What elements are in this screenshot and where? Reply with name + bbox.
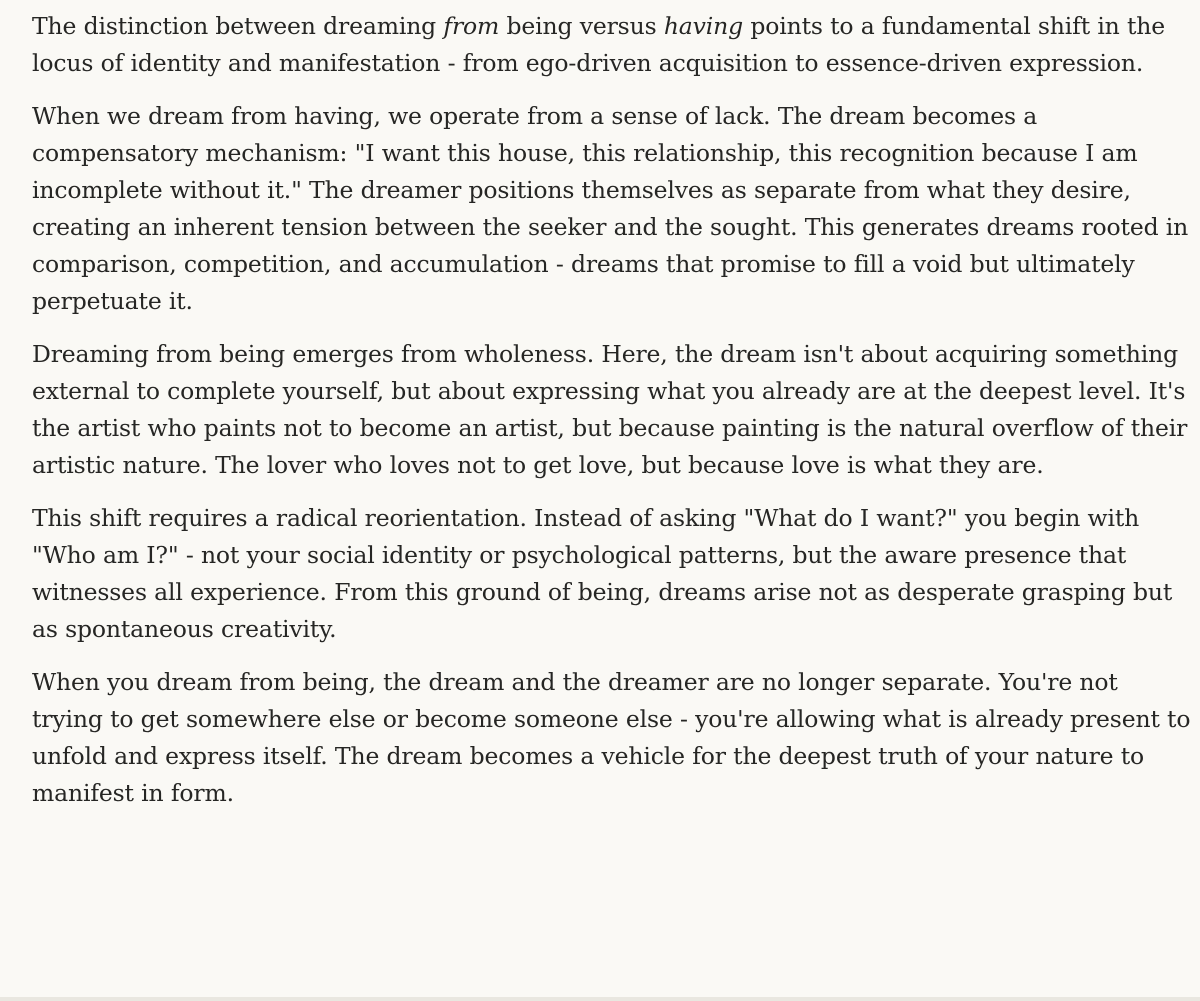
- p1-emphasis-from: from: [443, 12, 500, 40]
- bottom-divider: [0, 997, 1200, 1001]
- p1-segment-0: The distinction between dreaming: [32, 12, 444, 40]
- response-body: [32, 8, 1192, 828]
- paragraph-2: When we dream from having, we operate from a sense of lack. The dream becomes a compensatory mechanism: "I want this house, this relationship, this recognition because I am incomplete without it." The dreamer positions themselves as separate from what they desire, creating an inherent tension between the seeker and the sought. This generates dreams rooted in comparison, competition, and accumulation - dreams that promise to fill a void but ultimately perpetuate it.: [32, 102, 1189, 315]
- paragraph-3: Dreaming from being emerges from wholeness. Here, the dream isn't about acquiring something external to complete yourself, but about expressing what you already are at the deepest level. It's the artist who paints not to become an artist, but because painting is the natural overflow of their artistic nature. The lover who loves not to get love, but because love is what they are.: [32, 340, 1188, 479]
- paragraph-1: [32, 8, 1192, 82]
- paragraph-5: When you dream from being, the dream and the dreamer are no longer separate. You're not trying to get somewhere else or become someone else - you're allowing what is already present to unfold and express itself. The dream becomes a vehicle for the deepest truth of your nature to manifest in form.: [32, 668, 1191, 807]
- p1-emphasis-having: having: [663, 12, 744, 40]
- paragraph-4: This shift requires a radical reorientation. Instead of asking "What do I want?" you begin with "Who am I?" - not your social identity or psychological patterns, but the aware presence that witnesses all experience. From this ground of being, dreams arise not as desperate grasping but as spontaneous creativity.: [32, 504, 1173, 643]
- p1-segment-4: points to a fundamental shift in the locus of identity and manifestation - from ego-driven acquisition to essence-driven expression.: [32, 12, 1166, 77]
- p1-segment-2: being versus: [499, 12, 664, 40]
